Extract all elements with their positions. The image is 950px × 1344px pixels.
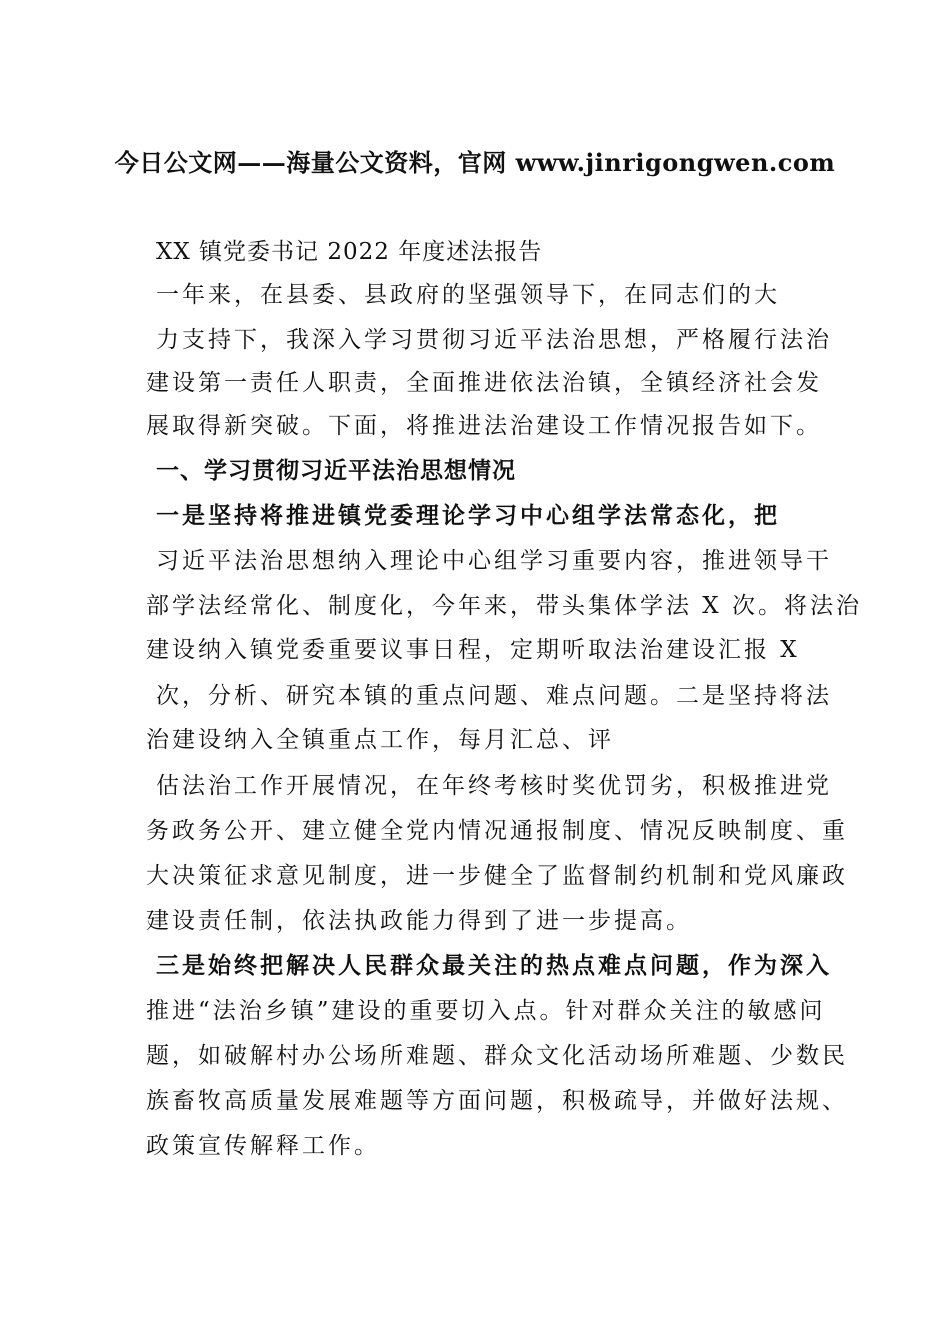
paragraph-line: 推进“法治乡镇”建设的重要切入点。针对群众关注的敏感问: [146, 998, 826, 1024]
paragraph-line: 一年来，在县委、县政府的坚强领导下，在同志们的大: [156, 282, 780, 308]
paragraph-line: 大决策征求意见制度，进一步健全了监督制约机制和党风廉政: [146, 863, 848, 889]
site-header-line: 今日公文网——海量公文资料，官网 www.jinrigongwen.com: [114, 148, 836, 177]
paragraph-line: 务政务公开、建立健全党内情况通报制度、情况反映制度、重: [146, 818, 848, 844]
paragraph-line: 族畜牧高质量发展难题等方面问题，积极疏导，并做好法规、: [146, 1088, 848, 1114]
document-title: XX 镇党委书记 2022 年度述法报告: [156, 239, 543, 265]
paragraph-line: 习近平法治思想纳入理论中心组学习重要内容，推进领导干: [156, 548, 832, 574]
paragraph-line: 次，分析、研究本镇的重点问题、难点问题。二是坚持将法: [156, 683, 832, 709]
paragraph-line: 三是始终把解决人民群众最关注的热点难点问题，作为深入: [156, 952, 832, 979]
paragraph-line: 建设责任制，依法执政能力得到了进一步提高。: [146, 908, 692, 934]
paragraph-line: 一是坚持将推进镇党委理论学习中心组学法常态化，把: [156, 502, 780, 529]
paragraph-line: 建设纳入镇党委重要议事日程，定期听取法治建设汇报 X: [146, 637, 800, 663]
paragraph-line: 建设第一责任人职责，全面推进依法治镇，全镇经济社会发: [146, 370, 822, 396]
paragraph-line: 估法治工作开展情况，在年终考核时奖优罚劣，积极推进党: [156, 773, 832, 799]
paragraph-line: 展取得新突破。下面，将推进法治建设工作情况报告如下。: [146, 413, 822, 439]
paragraph-line: 部学法经常化、制度化，今年来，带头集体学法 X 次。将法治: [146, 593, 862, 619]
paragraph-line: 题，如破解村办公场所难题、群众文化活动场所难题、少数民: [146, 1043, 848, 1069]
paragraph-line: 治建设纳入全镇重点工作，每月汇总、评: [146, 727, 614, 753]
section-heading: 一、学习贯彻习近平法治思想情况: [156, 458, 516, 484]
paragraph-line: 政策宣传解释工作。: [146, 1133, 380, 1159]
paragraph-line: 力支持下，我深入学习贯彻习近平法治思想，严格履行法治: [156, 327, 832, 353]
